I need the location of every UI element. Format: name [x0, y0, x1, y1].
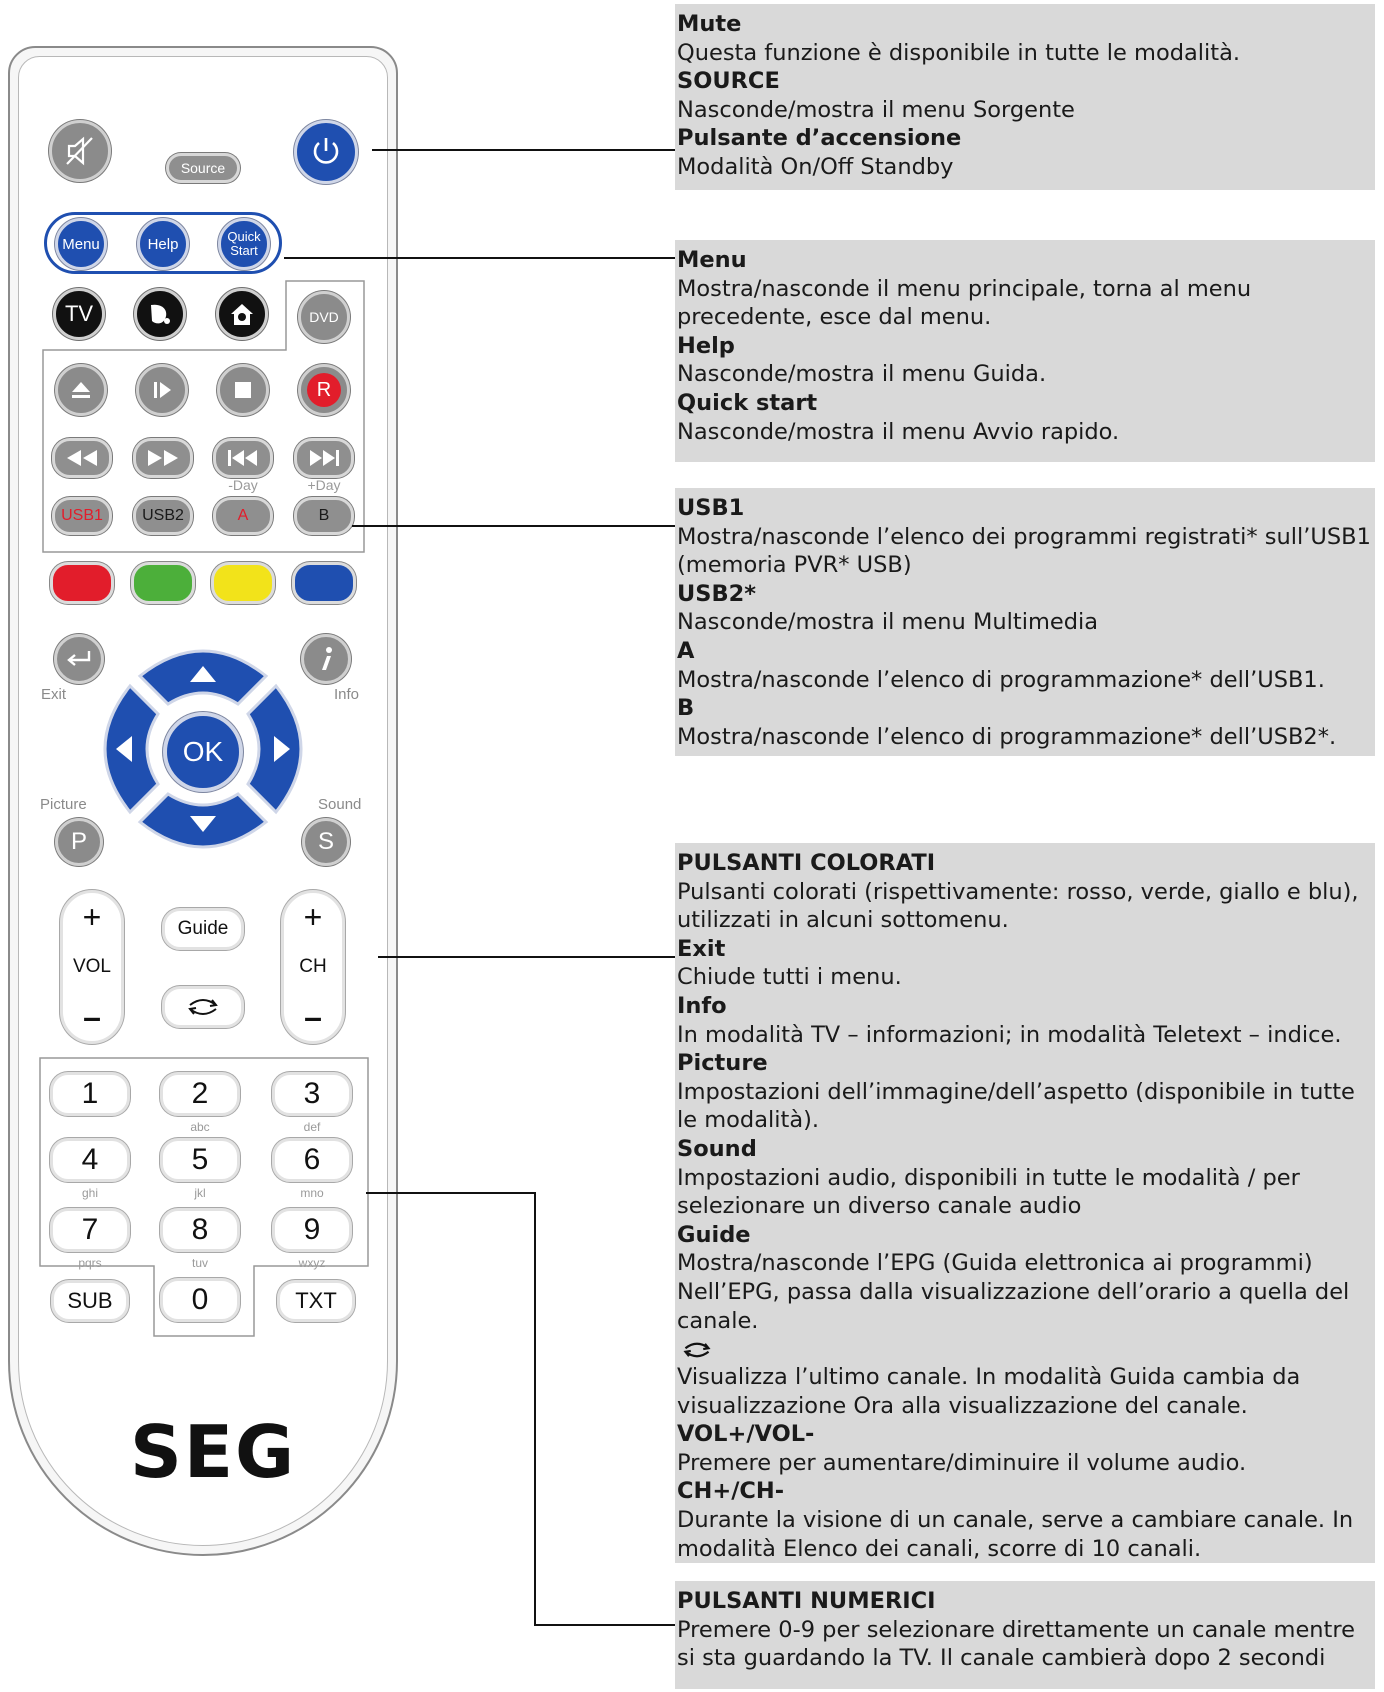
annotation-text: Visualizza l’ultimo canale. In modalità Guida cambia da visualizzazione Ora alla visualizzazione del canale. — [677, 1364, 1301, 1419]
record-button[interactable] — [298, 364, 350, 416]
digit-8-button[interactable] — [160, 1208, 240, 1252]
annotation-heading: B — [677, 695, 695, 722]
skip-forward-icon — [307, 448, 341, 468]
yellow-button[interactable] — [211, 562, 275, 604]
record-label: R — [316, 378, 332, 401]
info-label: Info — [334, 686, 360, 703]
source-label: Source — [180, 160, 226, 176]
annotation-box-menu — [675, 240, 1375, 462]
fast-forward-button[interactable] — [133, 438, 193, 478]
annotation-heading: VOL+/VOL- — [677, 1421, 815, 1448]
stop-button[interactable] — [217, 364, 269, 416]
dvd-label: DVD — [309, 309, 339, 325]
annotation-text: Mostra/nasconde l’elenco dei programmi registrati* sull’USB1 (memoria PVR* USB) — [677, 523, 1371, 579]
digit-label: 7 — [81, 1213, 99, 1246]
annotation-heading: Mute — [677, 11, 742, 37]
annotation-heading: Pulsante d’accensione — [677, 125, 962, 152]
digit-letters-label: mno — [300, 1186, 324, 1200]
digit-3-button[interactable] — [272, 1072, 352, 1116]
connector-line-usb — [352, 525, 675, 527]
annotation-heading: CH+/CH- — [677, 1478, 785, 1505]
annotation-text: Durante la visione di un canale, serve a cambiare canale. In modalità Elenco dei canali, scorre di 10 canali. — [677, 1507, 1354, 1562]
quick-start-label-line1: Quick — [227, 229, 261, 244]
digit-letters-label: abc — [190, 1120, 210, 1134]
annotation-text: Nasconde/mostra il menu Guida. — [677, 361, 1047, 388]
info-icon — [314, 645, 338, 673]
digit-label: 2 — [191, 1077, 209, 1110]
power-icon — [308, 134, 344, 170]
digit-label: 0 — [191, 1283, 209, 1316]
digit-letters-label: wxyz — [298, 1256, 326, 1270]
annotation-text: Impostazioni dell’immagine/dell’aspetto (disponibile in tutte le modalità). — [677, 1078, 1355, 1134]
a-button[interactable] — [213, 497, 273, 535]
annotation-text: Questa funzione è disponibile in tutte le modalità. — [677, 39, 1241, 66]
digit-9-button[interactable] — [272, 1208, 352, 1252]
digit-4-button[interactable] — [50, 1138, 130, 1182]
digit-label: 9 — [303, 1213, 321, 1246]
help-label: Help — [147, 235, 179, 253]
channel-up-sign: + — [303, 899, 323, 935]
minus-day-label: -Day — [228, 477, 258, 493]
annotation-text: Nasconde/mostra il menu Avvio rapido. — [677, 418, 1120, 445]
annotation-text: Modalità On/Off Standby — [677, 153, 954, 180]
digit-label: 3 — [303, 1077, 321, 1110]
annotation-text: Nasconde/mostra il menu Sorgente — [677, 96, 1075, 123]
plus-day-label: +Day — [307, 477, 341, 493]
annotation-heading: Quick start — [677, 389, 818, 416]
swap-icon — [185, 996, 221, 1018]
digit-letters-label: tuv — [191, 1256, 208, 1270]
connector-line-power — [372, 149, 675, 151]
digit-letters-label: ghi — [81, 1186, 98, 1200]
connector-line-colored — [378, 956, 675, 958]
source-button[interactable] — [166, 153, 240, 183]
fast-forward-icon — [146, 448, 180, 468]
digit-label: 4 — [81, 1143, 99, 1176]
exit-label: Exit — [41, 686, 67, 703]
volume-up-sign: + — [82, 899, 102, 935]
digit-letters-label: jkl — [194, 1186, 206, 1200]
teletext-label: TXT — [295, 1288, 337, 1313]
next-day-button[interactable] — [294, 438, 354, 478]
annotation-heading: Exit — [677, 935, 726, 962]
ok-button[interactable] — [163, 712, 243, 792]
usb2-button[interactable] — [133, 497, 193, 535]
mute-button[interactable] — [49, 120, 111, 182]
picture-button-label: P — [70, 828, 87, 855]
digit-label: 1 — [81, 1077, 99, 1110]
annotation-heading: Help — [677, 332, 735, 359]
rewind-button[interactable] — [52, 438, 112, 478]
annotation-heading: PULSANTI NUMERICI — [677, 1588, 936, 1614]
swap-icon — [681, 1337, 713, 1363]
digit-2-button[interactable] — [160, 1072, 240, 1116]
digit-label: 5 — [191, 1143, 209, 1176]
blue-button[interactable] — [292, 562, 356, 604]
annotation-text: Premere 0-9 per selezionare direttamente un canale mentre si sta guardando la TV. Il canale cambierà dopo 2 secondi — [677, 1616, 1355, 1672]
b-button[interactable] — [294, 497, 354, 535]
connector-line-numeric-a — [366, 1192, 535, 1194]
annotation-heading: SOURCE — [677, 68, 780, 95]
connector-line-numeric-b — [534, 1192, 536, 1625]
digit-letters-label: def — [303, 1120, 321, 1134]
digit-label: 8 — [191, 1213, 209, 1246]
tv-label: TV — [64, 301, 94, 326]
mute-icon — [63, 134, 97, 168]
green-button[interactable] — [131, 562, 195, 604]
rewind-icon — [65, 448, 99, 468]
digit-5-button[interactable] — [160, 1138, 240, 1182]
sound-label: Sound — [318, 796, 362, 813]
return-icon — [65, 648, 93, 670]
red-button[interactable] — [50, 562, 114, 604]
connector-line-numeric-c — [534, 1624, 675, 1626]
annotation-text: Mostra/nasconde l’elenco di programmazione* dell’USB2*. — [677, 723, 1337, 750]
annotation-box-numeric — [675, 1581, 1375, 1689]
ok-label: OK — [182, 736, 224, 767]
eject-icon — [68, 377, 94, 403]
usb1-label: USB1 — [61, 507, 103, 524]
quick-start-label-line2: Start — [230, 243, 258, 258]
record-dot — [307, 373, 341, 407]
annotation-text: Pulsanti colorati (rispettivamente: rosso, verde, giallo e blu), utilizzati in alcuni sottomenu. — [677, 878, 1359, 934]
guide-button[interactable] — [162, 908, 244, 950]
last-channel-button[interactable] — [162, 986, 244, 1028]
channel-down-sign: – — [304, 999, 322, 1035]
annotation-box-top — [675, 4, 1375, 190]
menu-button[interactable] — [55, 218, 107, 270]
annotation-box-usb — [675, 488, 1375, 756]
digit-1-button[interactable] — [50, 1072, 130, 1116]
guide-label: Guide — [177, 918, 229, 939]
annotation-text: Premere per aumentare/diminuire il volume audio. — [677, 1449, 1247, 1476]
annotation-heading: Picture — [677, 1050, 768, 1077]
annotation-text: Mostra/nasconde l’EPG (Guida elettronica ai programmi) Nell’EPG, passa dalla visualizzazione dell’orario a quella del canale. — [677, 1250, 1350, 1334]
previous-day-button[interactable] — [213, 438, 273, 478]
digit-6-button[interactable] — [272, 1138, 352, 1182]
volume-rocker[interactable] — [60, 890, 124, 1044]
annotation-heading: A — [677, 637, 695, 664]
annotation-text: Impostazioni audio, disponibili in tutte le modalità / per selezionare un diverso canale audio — [677, 1164, 1300, 1220]
annotation-heading: PULSANTI COLORATI — [677, 850, 936, 876]
annotation-heading: Info — [677, 992, 727, 1019]
picture-button[interactable] — [55, 818, 103, 866]
digit-label: 6 — [303, 1143, 321, 1176]
channel-rocker[interactable] — [281, 890, 345, 1044]
a-label: A — [237, 507, 249, 524]
eject-button[interactable] — [55, 364, 107, 416]
digit-7-button[interactable] — [50, 1208, 130, 1252]
play-pause-icon — [149, 377, 175, 403]
connector-line-menu — [284, 257, 675, 259]
annotation-box-colored — [675, 843, 1375, 1563]
annotation-heading: Guide — [677, 1221, 751, 1248]
sound-button-label: S — [317, 828, 334, 855]
annotation-text: Mostra/nasconde l’elenco di programmazione* dell’USB1. — [677, 666, 1325, 693]
b-label: B — [318, 507, 330, 524]
play-pause-button[interactable] — [136, 364, 188, 416]
volume-down-sign: – — [83, 999, 101, 1035]
skip-back-icon — [226, 448, 260, 468]
volume-label: VOL — [72, 956, 112, 977]
annotation-text: Mostra/nasconde il menu principale, torna al menu precedente, esce dal menu. — [677, 275, 1252, 331]
picture-label: Picture — [40, 796, 87, 813]
menu-label: Menu — [62, 235, 100, 253]
help-button[interactable] — [137, 218, 189, 270]
power-button[interactable] — [294, 120, 358, 184]
annotation-heading: Menu — [677, 247, 747, 273]
annotation-heading: USB2* — [677, 580, 757, 607]
stop-icon — [232, 379, 254, 401]
digit-letters-label: pqrs — [78, 1256, 102, 1270]
annotation-heading: USB1 — [677, 495, 745, 521]
annotation-text: Chiude tutti i menu. — [677, 964, 902, 991]
digit-0-button[interactable] — [160, 1278, 240, 1322]
subtitle-label: SUB — [67, 1288, 113, 1313]
quick-start-button[interactable] — [218, 218, 270, 270]
usb2-label: USB2 — [142, 507, 184, 524]
annotation-text: In modalità TV – informazioni; in modalità Teletext – indice. — [677, 1021, 1342, 1048]
usb1-button[interactable] — [52, 497, 112, 535]
brand-logo: SEG — [130, 1410, 297, 1494]
subtitle-button[interactable] — [51, 1280, 129, 1322]
annotation-heading: Sound — [677, 1135, 757, 1162]
sound-button[interactable] — [302, 818, 350, 866]
annotation-text: Nasconde/mostra il menu Multimedia — [677, 609, 1099, 636]
teletext-button[interactable] — [277, 1280, 355, 1322]
channel-label: CH — [299, 956, 327, 977]
